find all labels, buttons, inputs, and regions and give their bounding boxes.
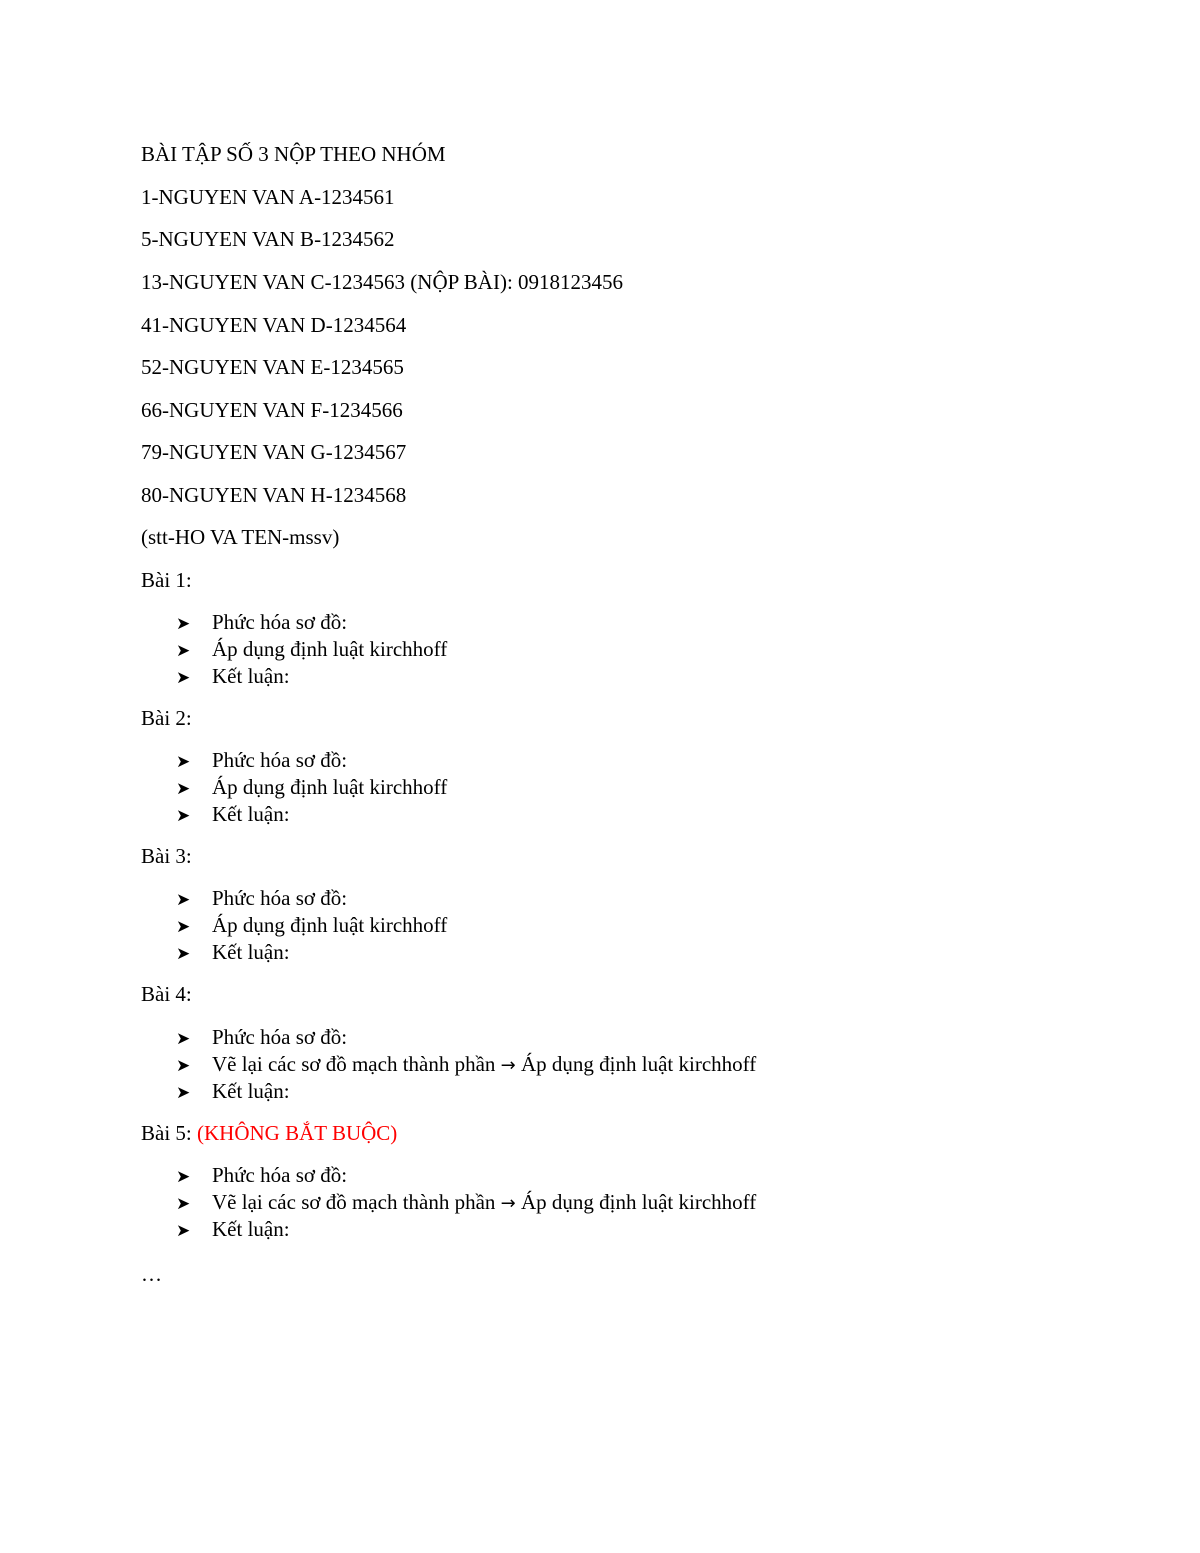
exercise-heading [141, 568, 192, 592]
member-format-note: (stt-HO VA TEN-mssv) [141, 525, 340, 549]
document-title: BÀI TẬP SỐ 3 NỘP THEO NHÓM [141, 142, 446, 166]
exercise-heading-label: Bài 1: [141, 568, 192, 592]
bullet-item [176, 637, 447, 663]
arrowhead-bullet-icon: ➤ [176, 752, 191, 772]
member-line: 1-NGUYEN VAN A-1234561 [141, 185, 395, 209]
member-line: 79-NGUYEN VAN G-1234567 [141, 440, 407, 464]
ellipsis-text: … [141, 1262, 162, 1286]
bullet-text: Kết luận: [212, 940, 290, 964]
exercise-heading-label: Bài 3: [141, 844, 192, 868]
bullet-text: Phức hóa sơ đồ: [212, 748, 348, 772]
bullet-item [176, 1190, 756, 1216]
member-line: 80-NGUYEN VAN H-1234568 [141, 483, 407, 507]
member-line: 66-NGUYEN VAN F-1234566 [141, 398, 403, 422]
bullet-arrow-text: Áp dụng định luật kirchhoff [521, 1052, 757, 1076]
bullet-item [176, 1052, 756, 1078]
bullet-item [176, 913, 447, 939]
bullet-arrow-text: Áp dụng định luật kirchhoff [521, 1190, 757, 1214]
member-line: 5-NGUYEN VAN B-1234562 [141, 227, 395, 251]
bullet-item [176, 802, 290, 828]
exercise-heading [141, 844, 192, 868]
exercise-heading-label: Bài 5: [141, 1121, 192, 1145]
bullet-item [176, 1163, 347, 1189]
bullet-item [176, 748, 347, 774]
exercise-heading [141, 1121, 397, 1145]
bullet-item [176, 940, 290, 966]
arrowhead-bullet-icon: ➤ [176, 917, 191, 937]
arrowhead-bullet-icon: ➤ [176, 641, 191, 661]
right-arrow-icon: → [500, 1193, 516, 1214]
bullet-text: Phức hóa sơ đồ: [212, 610, 348, 634]
exercise-heading-label: Bài 4: [141, 982, 192, 1006]
arrowhead-bullet-icon: ➤ [176, 944, 191, 964]
arrowhead-bullet-icon: ➤ [176, 1221, 191, 1241]
arrowhead-bullet-icon: ➤ [176, 1167, 191, 1187]
exercise-heading [141, 706, 192, 730]
arrowhead-bullet-icon: ➤ [176, 614, 191, 634]
arrowhead-bullet-icon: ➤ [176, 1083, 191, 1103]
bullet-text: Áp dụng định luật kirchhoff [212, 913, 448, 937]
bullet-text: Phức hóa sơ đồ: [212, 1163, 348, 1187]
bullet-text: Kết luận: [212, 802, 290, 826]
bullet-text: Áp dụng định luật kirchhoff [212, 637, 448, 661]
bullet-item [176, 610, 347, 636]
bullet-item [176, 886, 347, 912]
right-arrow-icon: → [500, 1055, 516, 1076]
bullet-item [176, 1079, 290, 1105]
member-line: 13-NGUYEN VAN C-1234563 (NỘP BÀI): 0918123456 [141, 270, 624, 294]
bullet-item [176, 1025, 347, 1051]
arrowhead-bullet-icon: ➤ [176, 1056, 191, 1076]
arrowhead-bullet-icon: ➤ [176, 890, 191, 910]
bullet-text: Kết luận: [212, 1079, 290, 1103]
exercise-heading-label: Bài 2: [141, 706, 192, 730]
arrowhead-bullet-icon: ➤ [176, 1194, 191, 1214]
member-line: 52-NGUYEN VAN E-1234565 [141, 355, 404, 379]
bullet-text: Kết luận: [212, 1217, 290, 1241]
arrowhead-bullet-icon: ➤ [176, 1029, 191, 1049]
bullet-item [176, 775, 447, 801]
optional-note: (KHÔNG BẮT BUỘC) [197, 1121, 398, 1145]
exercise-heading [141, 982, 192, 1006]
bullet-item [176, 1217, 290, 1243]
bullet-item [176, 664, 290, 690]
bullet-text: Phức hóa sơ đồ: [212, 886, 348, 910]
arrowhead-bullet-icon: ➤ [176, 779, 191, 799]
arrowhead-bullet-icon: ➤ [176, 668, 191, 688]
bullet-text: Phức hóa sơ đồ: [212, 1025, 348, 1049]
bullet-text: Vẽ lại các sơ đồ mạch thành phần [212, 1190, 496, 1214]
arrowhead-bullet-icon: ➤ [176, 806, 191, 826]
bullet-text: Áp dụng định luật kirchhoff [212, 775, 448, 799]
member-line: 41-NGUYEN VAN D-1234564 [141, 313, 407, 337]
bullet-text: Kết luận: [212, 664, 290, 688]
bullet-text: Vẽ lại các sơ đồ mạch thành phần [212, 1052, 496, 1076]
